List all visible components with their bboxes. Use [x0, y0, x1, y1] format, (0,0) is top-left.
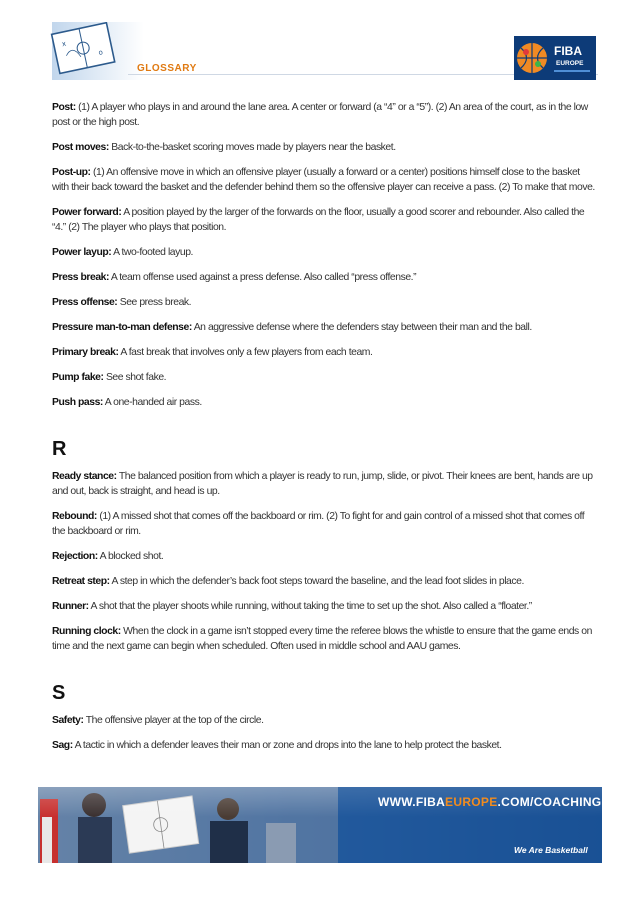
glossary-term: Post moves: [52, 142, 109, 153]
glossary-term: Sag: [52, 740, 73, 751]
glossary-content [52, 100, 598, 763]
glossary-definition: Back-to-the-basket scoring moves made by players near the basket. [108, 142, 396, 153]
glossary-definition: A one-handed air pass. [102, 397, 202, 408]
svg-text:o: o [97, 48, 104, 57]
glossary-entry [52, 345, 598, 360]
glossary-term: Retreat step: [52, 576, 110, 587]
glossary-entry [52, 295, 598, 310]
glossary-entry [52, 738, 598, 753]
glossary-term: Running clock: [52, 626, 121, 637]
glossary-definition: The offensive player at the top of the circle. [83, 715, 264, 726]
glossary-term: Rejection: [52, 551, 98, 562]
page-title: GLOSSARY [137, 63, 197, 74]
glossary-term: Push pass: [52, 397, 103, 408]
page-header [0, 0, 638, 95]
glossary-term: Press break: [52, 272, 109, 283]
url-suffix: .COM/COACHING [497, 795, 602, 809]
tactics-board-icon [44, 22, 144, 82]
glossary-entry [52, 574, 598, 589]
glossary-definition: See press break. [117, 297, 192, 308]
footer-banner [38, 787, 602, 863]
glossary-entry [52, 165, 598, 195]
glossary-section-r [52, 438, 598, 654]
glossary-entry [52, 140, 598, 155]
glossary-entry [52, 245, 598, 260]
url-accent: EUROPE [445, 795, 498, 809]
glossary-entry [52, 270, 598, 285]
glossary-definition: A shot that the player shoots while running, without taking the time to set up the shot. Also called a “floater.” [88, 601, 532, 612]
glossary-term: Rebound: [52, 511, 97, 522]
glossary-entry [52, 205, 598, 235]
glossary-definition: A position played by the larger of the forwards on the floor, usually a good scorer and rebounder. Also called the “4.” (2) The player who plays that position. [52, 207, 585, 233]
logo-subname: EUROPE [556, 60, 584, 67]
glossary-term: Ready stance: [52, 471, 117, 482]
glossary-definition: A fast break that involves only a few players from each team. [118, 347, 373, 358]
glossary-definition: A team offense used against a press defense. Also called “press offense.” [109, 272, 417, 283]
glossary-definition: When the clock in a game isn’t stopped every time the referee blows the whistle to ensure that the game ends on time and the next game can begin when scheduled. Often used in middle school and AAU games. [52, 626, 592, 652]
glossary-entry [52, 509, 598, 539]
glossary-entry [52, 624, 598, 654]
glossary-definition: A step in which the defender’s back foot steps toward the baseline, and the lead foot slides in place. [109, 576, 524, 587]
glossary-entry [52, 599, 598, 614]
glossary-entry [52, 320, 598, 335]
glossary-definition: A blocked shot. [97, 551, 164, 562]
glossary-term: Post: [52, 102, 76, 113]
glossary-term: Pressure man-to-man defense: [52, 322, 192, 333]
coaching-url-link[interactable] [378, 795, 601, 809]
glossary-section-s [52, 682, 598, 753]
glossary-definition: A two-footed layup. [111, 247, 193, 258]
glossary-entry [52, 100, 598, 130]
svg-text:x: x [61, 39, 67, 49]
glossary-definition: (1) A missed shot that comes off the backboard or rim. (2) To fight for and gain control of a missed shot that comes off the backboard or rim. [52, 511, 585, 537]
glossary-term: Safety: [52, 715, 84, 726]
fiba-basketball-globe-logo [514, 36, 596, 80]
logo-name: FIBA [554, 44, 582, 58]
glossary-definition: An aggressive defense where the defenders stay between their man and the ball. [191, 322, 532, 333]
glossary-term: Press offense: [52, 297, 118, 308]
glossary-entry [52, 713, 598, 728]
glossary-term: Pump fake: [52, 372, 104, 383]
glossary-entry [52, 395, 598, 410]
glossary-entry [52, 549, 598, 564]
glossary-entry [52, 370, 598, 385]
glossary-entry [52, 469, 598, 499]
glossary-definition: See shot fake. [103, 372, 167, 383]
glossary-definition: A tactic in which a defender leaves their man or zone and drops into the lane to help protect the basket. [72, 740, 502, 751]
glossary-term: Post-up: [52, 167, 91, 178]
section-letter: R [52, 438, 67, 460]
footer-tagline: We Are Basketball [514, 845, 588, 855]
glossary-term: Runner: [52, 601, 89, 612]
glossary-term: Primary break: [52, 347, 119, 358]
url-prefix: WWW.FIBA [378, 795, 446, 809]
glossary-term: Power forward: [52, 207, 122, 218]
glossary-definition: The balanced position from which a player is ready to run, jump, slide, or pivot. Their knees are bent, hands are up and out, back is straight, and head is up. [52, 471, 593, 497]
section-letter: S [52, 682, 66, 704]
glossary-definition: (1) A player who plays in and around the lane area. A center or forward (a “4” or a “5”). (2) An area of the court, as in the low post or the high post. [52, 102, 588, 128]
glossary-section-p [52, 100, 598, 410]
glossary-term: Power layup: [52, 247, 112, 258]
glossary-definition: (1) An offensive move in which an offensive player (usually a forward or a center) positions himself close to the basket with their back toward the basket and the defender behind them so the offensive player can receive a pass. (2) To make that move. [52, 167, 595, 193]
